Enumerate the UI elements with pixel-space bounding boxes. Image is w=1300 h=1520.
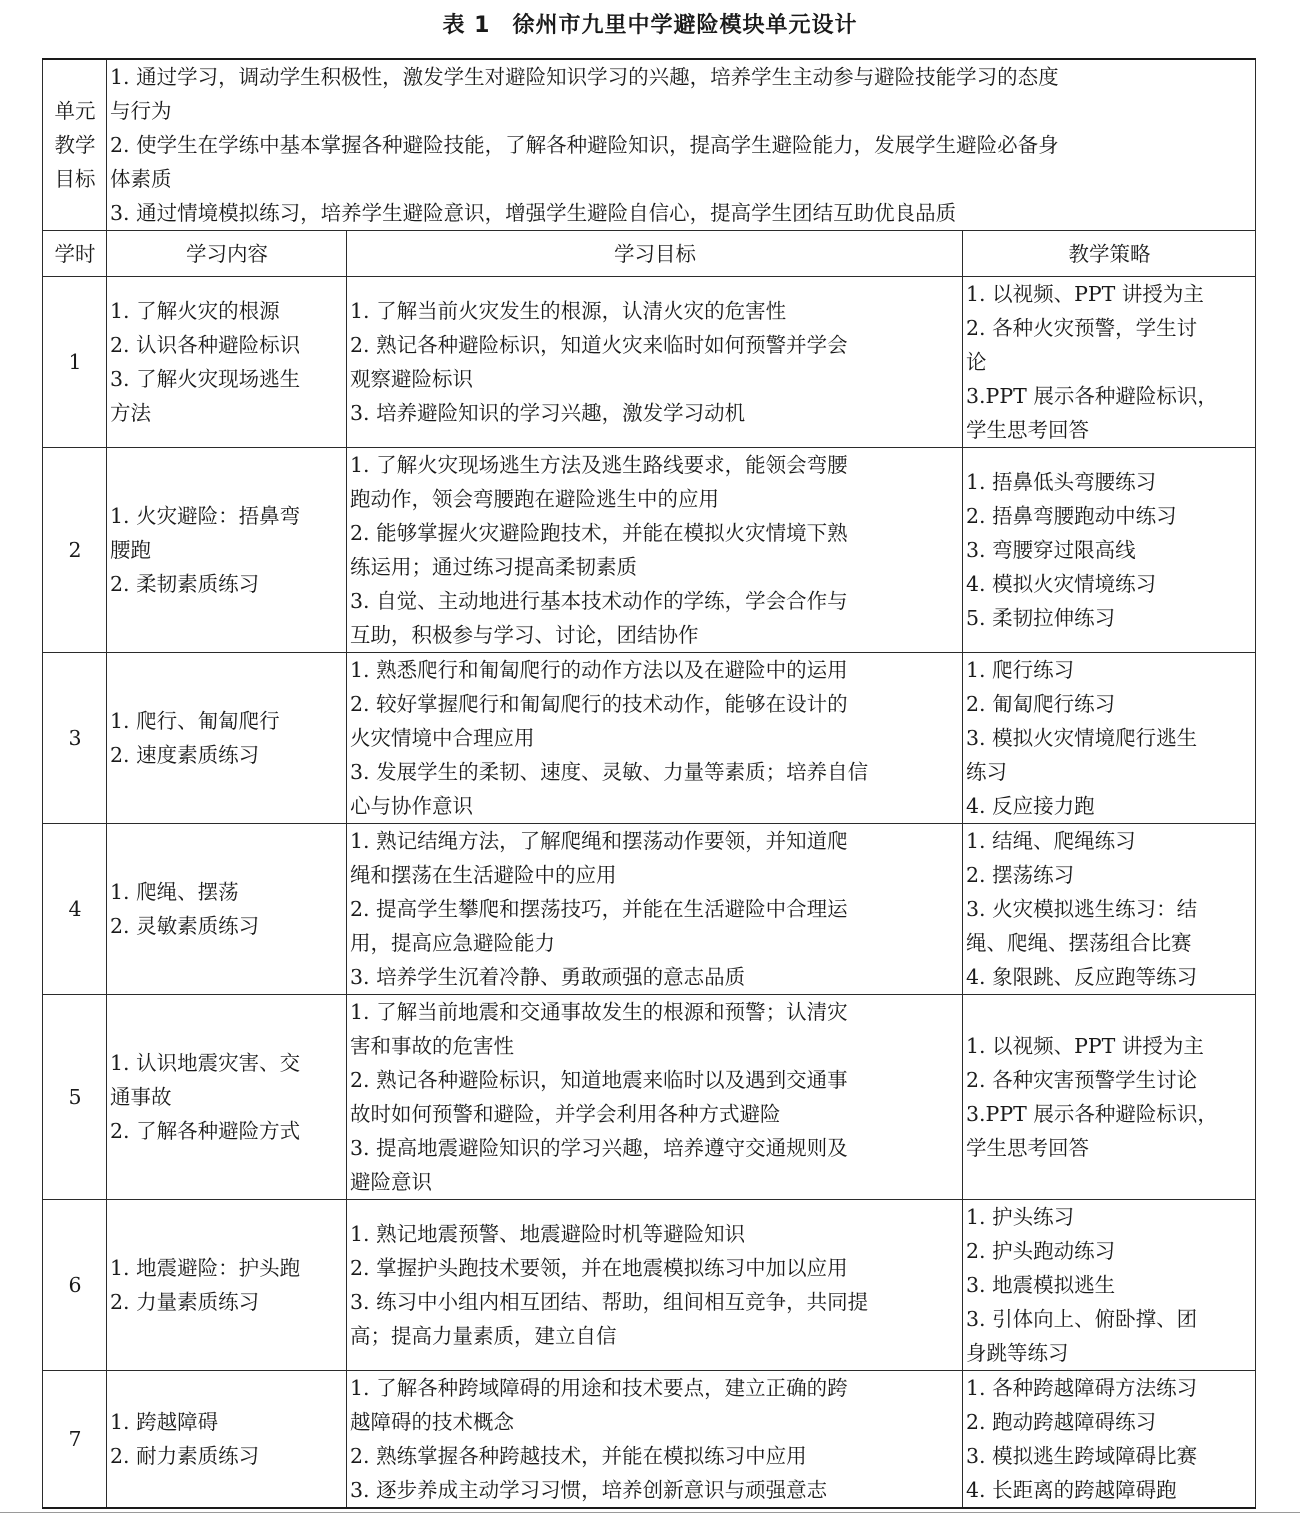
content-line: 方法 — [110, 401, 151, 425]
lesson-objectives — [347, 653, 963, 824]
strategy-line: 2. 各种灾害预警学生讨论 — [966, 1068, 1198, 1092]
content-line: 1. 火灾避险：捂鼻弯 — [110, 504, 301, 528]
content-line: 2. 力量素质练习 — [110, 1290, 260, 1314]
strategy-line: 2. 摆荡练习 — [966, 863, 1075, 887]
strategy-line: 论 — [966, 350, 987, 374]
lesson-row — [43, 277, 1256, 448]
objectives-line: 1. 熟悉爬行和匍匐爬行的动作方法以及在避险中的运用 — [350, 658, 848, 682]
objectives-line: 跑动作，领会弯腰跑在避险逃生中的应用 — [350, 487, 719, 511]
objectives-line: 避险意识 — [350, 1170, 432, 1194]
lesson-row — [43, 1200, 1256, 1371]
strategy-line: 练习 — [966, 760, 1007, 784]
content-line: 1. 了解火灾的根源 — [110, 299, 280, 323]
objectives-line: 2. 熟记各种避险标识，知道火灾来临时如何预警并学会 — [350, 333, 848, 357]
content-line: 2. 了解各种避险方式 — [110, 1119, 301, 1143]
goal-line: 2. 使学生在学练中基本掌握各种避险技能，了解各种避险知识，提高学生避险能力，发展学生避险必备身 — [110, 133, 1059, 157]
lesson-row — [43, 448, 1256, 653]
objectives-line: 3. 提高地震避险知识的学习兴趣，培养遵守交通规则及 — [350, 1136, 848, 1160]
page-bottom-rule — [0, 1512, 1300, 1513]
content-line: 1. 跨越障碍 — [110, 1410, 219, 1434]
objectives-line: 3. 发展学生的柔韧、速度、灵敏、力量等素质；培养自信 — [350, 760, 869, 784]
strategy-line: 1. 爬行练习 — [966, 658, 1075, 682]
header-content: 学习内容 — [107, 231, 347, 277]
strategy-line: 1. 以视频、PPT 讲授为主 — [966, 1034, 1204, 1058]
objectives-line: 2. 能够掌握火灾避险跑技术，并能在模拟火灾情境下熟 — [350, 521, 848, 545]
lesson-content — [107, 653, 347, 824]
lesson-strategy — [963, 448, 1256, 653]
lesson-period: 7 — [43, 1371, 107, 1509]
lesson-objectives — [347, 277, 963, 448]
content-line: 通事故 — [110, 1085, 172, 1109]
objectives-line: 1. 了解当前火灾发生的根源，认清火灾的危害性 — [350, 299, 787, 323]
content-line: 2. 耐力素质练习 — [110, 1444, 260, 1468]
objectives-line: 1. 了解当前地震和交通事故发生的根源和预警；认清灾 — [350, 1000, 848, 1024]
lesson-strategy — [963, 1200, 1256, 1371]
strategy-line: 2. 匍匐爬行练习 — [966, 692, 1116, 716]
objectives-line: 1. 了解各种跨域障碍的用途和技术要点，建立正确的跨 — [350, 1376, 848, 1400]
lesson-content — [107, 277, 347, 448]
objectives-line: 练运用；通过练习提高柔韧素质 — [350, 555, 637, 579]
lesson-period: 3 — [43, 653, 107, 824]
strategy-line: 2. 护头跑动练习 — [966, 1239, 1116, 1263]
lesson-objectives — [347, 1371, 963, 1509]
lesson-objectives — [347, 1200, 963, 1371]
lesson-period: 2 — [43, 448, 107, 653]
strategy-line: 5. 柔韧拉伸练习 — [966, 606, 1116, 630]
strategy-line: 1. 结绳、爬绳练习 — [966, 829, 1136, 853]
objectives-line: 害和事故的危害性 — [350, 1034, 514, 1058]
objectives-line: 2. 提高学生攀爬和摆荡技巧，并能在生活避险中合理运 — [350, 897, 848, 921]
strategy-line: 3.PPT 展示各种避险标识， — [966, 384, 1218, 408]
lesson-row — [43, 1371, 1256, 1509]
strategy-line: 2. 各种火灾预警，学生讨 — [966, 316, 1198, 340]
lesson-period: 4 — [43, 824, 107, 995]
objectives-line: 3. 培养学生沉着冷静、勇敢顽强的意志品质 — [350, 965, 746, 989]
objectives-line: 心与协作意识 — [350, 794, 473, 818]
table-number: 表 1 — [442, 13, 491, 38]
strategy-line: 学生思考回答 — [966, 418, 1089, 442]
unit-goals-text — [107, 59, 1256, 231]
lesson-content — [107, 448, 347, 653]
strategy-line: 4. 长距离的跨越障碍跑 — [966, 1478, 1177, 1502]
objectives-line: 1. 了解火灾现场逃生方法及逃生路线要求，能领会弯腰 — [350, 453, 848, 477]
lesson-content — [107, 824, 347, 995]
strategy-line: 2. 跑动跨越障碍练习 — [966, 1410, 1157, 1434]
strategy-line: 4. 反应接力跑 — [966, 794, 1095, 818]
strategy-line: 1. 各种跨越障碍方法练习 — [966, 1376, 1198, 1400]
objectives-line: 2. 熟记各种避险标识，知道地震来临时以及遇到交通事 — [350, 1068, 848, 1092]
table-caption — [0, 8, 1300, 44]
objectives-line: 3. 逐步养成主动学习习惯，培养创新意识与顽强意志 — [350, 1478, 828, 1502]
table-title: 徐州市九里中学避险模块单元设计 — [512, 13, 858, 38]
header-period: 学时 — [43, 231, 107, 277]
objectives-line: 故时如何预警和避险，并学会利用各种方式避险 — [350, 1102, 781, 1126]
lesson-period: 1 — [43, 277, 107, 448]
content-line: 2. 认识各种避险标识 — [110, 333, 301, 357]
objectives-line: 观察避险标识 — [350, 367, 473, 391]
strategy-line: 2. 捂鼻弯腰跑动中练习 — [966, 504, 1177, 528]
objectives-line: 3. 自觉、主动地进行基本技术动作的学练，学会合作与 — [350, 589, 848, 613]
content-line: 1. 爬绳、摆荡 — [110, 880, 239, 904]
objectives-line: 3. 练习中小组内相互团结、帮助，组间相互竞争，共同提 — [350, 1290, 869, 1314]
lesson-strategy — [963, 653, 1256, 824]
lesson-row — [43, 653, 1256, 824]
objectives-line: 绳和摆荡在生活避险中的应用 — [350, 863, 617, 887]
goal-line: 与行为 — [110, 99, 172, 123]
strategy-line: 学生思考回答 — [966, 1136, 1089, 1160]
lesson-content — [107, 1371, 347, 1509]
objectives-line: 越障碍的技术概念 — [350, 1410, 514, 1434]
unit-goals-row — [43, 59, 1256, 231]
header-strategy: 教学策略 — [963, 231, 1256, 277]
lesson-strategy — [963, 824, 1256, 995]
lesson-content — [107, 1200, 347, 1371]
strategy-line: 3.PPT 展示各种避险标识， — [966, 1102, 1218, 1126]
lesson-row — [43, 824, 1256, 995]
lesson-strategy — [963, 995, 1256, 1200]
header-row — [43, 231, 1256, 277]
strategy-line: 4. 模拟火灾情境练习 — [966, 572, 1157, 596]
goal-line: 1. 通过学习，调动学生积极性，激发学生对避险知识学习的兴趣，培养学生主动参与避险技能学习的态度 — [110, 65, 1059, 89]
lesson-strategy — [963, 1371, 1256, 1509]
unit-design-table — [42, 58, 1256, 1509]
objectives-line: 2. 熟练掌握各种跨越技术，并能在模拟练习中应用 — [350, 1444, 807, 1468]
strategy-line: 3. 弯腰穿过限高线 — [966, 538, 1136, 562]
lesson-objectives — [347, 995, 963, 1200]
header-objectives: 学习目标 — [347, 231, 963, 277]
lesson-strategy — [963, 277, 1256, 448]
unit-goals-label: 单元 教学 目标 — [43, 59, 107, 231]
objectives-line: 2. 掌握护头跑技术要领，并在地震模拟练习中加以应用 — [350, 1256, 848, 1280]
objectives-line: 1. 熟记地震预警、地震避险时机等避险知识 — [350, 1222, 746, 1246]
strategy-line: 3. 模拟逃生跨域障碍比赛 — [966, 1444, 1198, 1468]
objectives-line: 1. 熟记结绳方法，了解爬绳和摆荡动作要领，并知道爬 — [350, 829, 848, 853]
lesson-content — [107, 995, 347, 1200]
objectives-line: 高；提高力量素质，建立自信 — [350, 1324, 617, 1348]
strategy-line: 3. 火灾模拟逃生练习：结 — [966, 897, 1198, 921]
strategy-line: 身跳等练习 — [966, 1341, 1069, 1365]
content-line: 腰跑 — [110, 538, 151, 562]
objectives-line: 2. 较好掌握爬行和匍匐爬行的技术动作，能够在设计的 — [350, 692, 848, 716]
lesson-objectives — [347, 448, 963, 653]
goal-line: 体素质 — [110, 167, 172, 191]
lesson-period: 6 — [43, 1200, 107, 1371]
objectives-line: 用，提高应急避险能力 — [350, 931, 555, 955]
content-line: 2. 灵敏素质练习 — [110, 914, 260, 938]
objectives-line: 互助，积极参与学习、讨论，团结协作 — [350, 623, 699, 647]
strategy-line: 1. 捂鼻低头弯腰练习 — [966, 470, 1157, 494]
lesson-objectives — [347, 824, 963, 995]
goal-line: 3. 通过情境模拟练习，培养学生避险意识，增强学生避险自信心，提高学生团结互助优良品质 — [110, 201, 957, 225]
strategy-line: 1. 以视频、PPT 讲授为主 — [966, 282, 1204, 306]
objectives-line: 3. 培养避险知识的学习兴趣，激发学习动机 — [350, 401, 746, 425]
lesson-period: 5 — [43, 995, 107, 1200]
strategy-line: 3. 引体向上、俯卧撑、团 — [966, 1307, 1198, 1331]
strategy-line: 1. 护头练习 — [966, 1205, 1075, 1229]
content-line: 2. 速度素质练习 — [110, 743, 260, 767]
content-line: 1. 地震避险：护头跑 — [110, 1256, 301, 1280]
strategy-line: 3. 地震模拟逃生 — [966, 1273, 1116, 1297]
content-line: 1. 爬行、匍匐爬行 — [110, 709, 280, 733]
strategy-line: 3. 模拟火灾情境爬行逃生 — [966, 726, 1198, 750]
lesson-row — [43, 995, 1256, 1200]
content-line: 3. 了解火灾现场逃生 — [110, 367, 301, 391]
strategy-line: 4. 象限跳、反应跑等练习 — [966, 965, 1198, 989]
content-line: 2. 柔韧素质练习 — [110, 572, 260, 596]
content-line: 1. 认识地震灾害、交 — [110, 1051, 301, 1075]
strategy-line: 绳、爬绳、摆荡组合比赛 — [966, 931, 1192, 955]
objectives-line: 火灾情境中合理应用 — [350, 726, 535, 750]
